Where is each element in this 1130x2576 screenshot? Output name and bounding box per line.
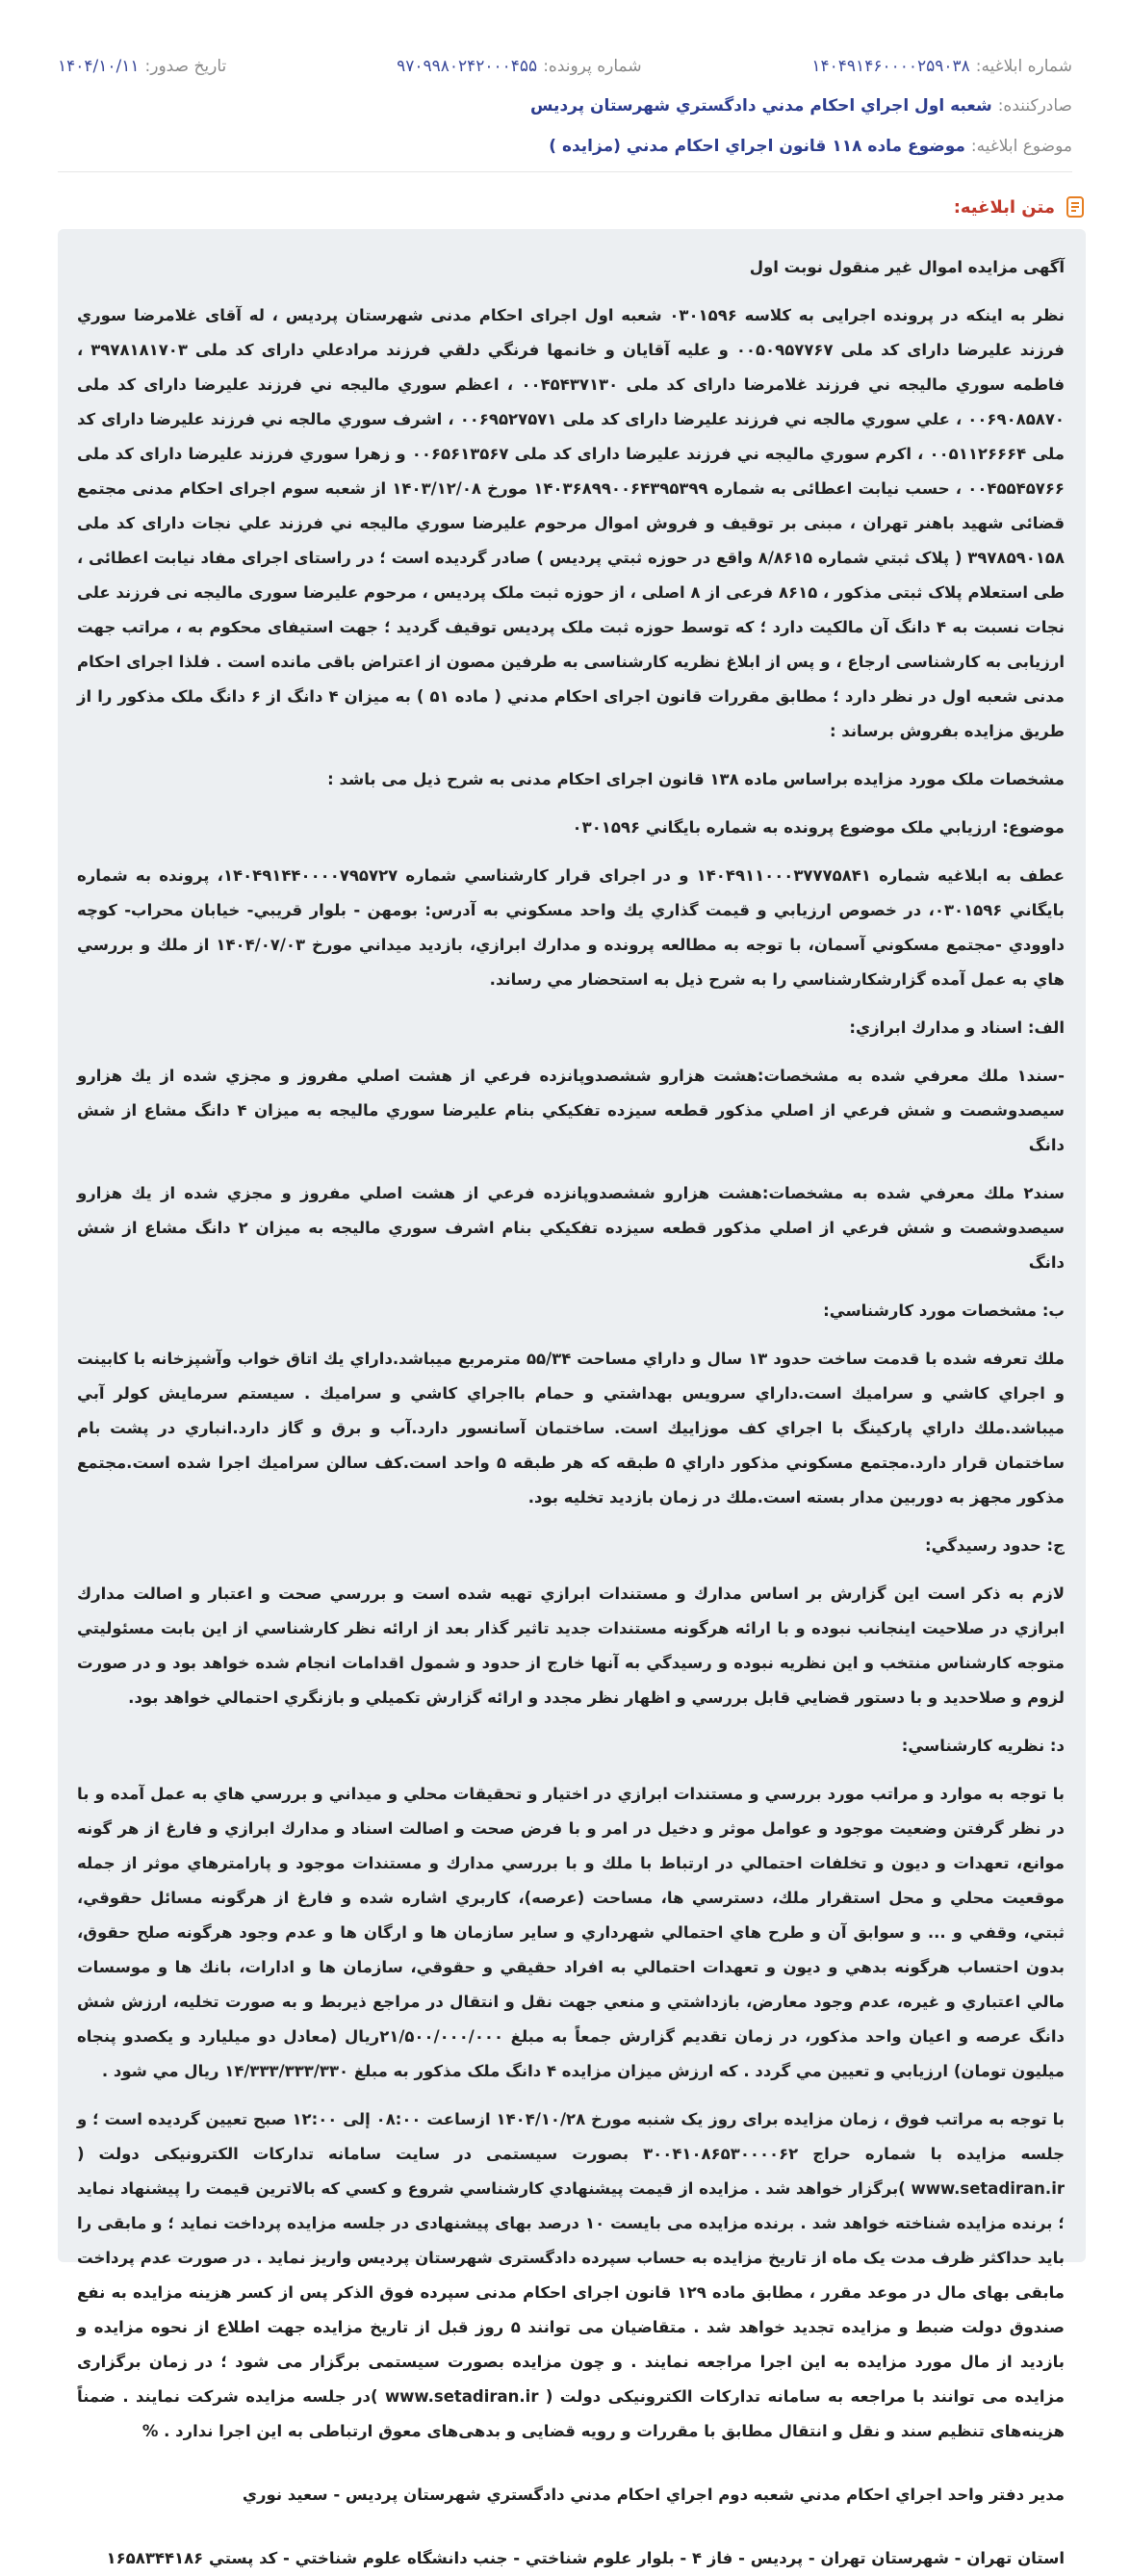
case-number-label: شماره پرونده:: [543, 57, 642, 76]
notice-header: [0, 0, 1130, 169]
case-number-value: ۹۷۰۹۹۸۰۲۴۲۰۰۰۴۵۵: [397, 57, 538, 76]
paragraph-deed-2: سند۲ ملك معرفي شده به مشخصات:هشت هزارو ششصدوپانزده فرعي از هشت اصلي مفروز و مجزي شده از يك هزارو سيصدوشصت و شش فرعي از اصلي مذكور قطعه سيزده تفكيكي بنام اشرف سوري ماليجه به ميزان ۲ دانگ مشاع از شش دانگ: [77, 1184, 1065, 1272]
heading-scope: ج: حدود رسيدگي:: [924, 1536, 1065, 1555]
paragraph-signatory: مدير دفتر واحد اجراي احكام مدني شعبه دوم اجراي احكام مدني دادگستري شهرستان پرديس - سعيد نوري: [242, 2486, 1065, 2504]
heading-documents: الف: اسناد و مدارك ابرازي:: [849, 1018, 1065, 1037]
auction-title: آگهی مزایده اموال غیر منقول نوبت اول: [749, 258, 1065, 276]
document-icon: [1063, 194, 1088, 219]
header-divider: [58, 171, 1072, 172]
subject-value: موضوع ماده ۱۱۸ قانون اجراي احكام مدني (مزايده ): [549, 137, 965, 156]
paragraph-scope: لازم به ذكر است اين گزارش بر اساس مدارك و مستندات ابرازي تهيه شده است و بررسي صحت و اعتبار و اصالت مدارك ابرازي در صلاحيت اينجانب نبوده و با ارائه هرگونه مستندات جديد تاثير گذار بعد از ارائه نظر كارشناسي از اين بابت مسئوليتي متوجه كارشناس منتخب و اين نظريه نبوده و رسيدگي به آنها خارج از حدود و شمول اقدامات انجام شده خواهد بود و در صورت لزوم و صلاحديد و با دستور قضايي قابل بررسي و اظهار نظر مجدد و ارائه گزارش تكميلي و بازنگري احتمالي خواهد بود.: [77, 1584, 1065, 1707]
paragraph-subject: موضوع: ارزيابي ملک موضوع پرونده به شماره بايگاني ۰۳۰۱۵۹۶: [572, 818, 1065, 837]
case-number: [397, 57, 641, 76]
paragraph-expert-opinion: با توجه به موارد و مراتب مورد بررسي و مستندات ابرازي در اختيار و تحقيقات محلي و ميداني و بررسي هاي به عمل آمده و با در نظر گرفتن وضعيت موجود و عوامل موثر و دخيل در امر و با فرض صحت و اصالت اسناد و مدارك ابرازي و فارغ از هر گونه موانع، تعهدات و ديون و تخلفات احتمالي در ارتباط با ملك و با بررسي مدارك و مستندات موجود و پارامترهاي موثر از جمله موقعيت محلي و محل استقرار ملك، دسترسي ها، مساحت (عرصه)، كاربري اشاره شده و فارغ از هرگونه مسائل حقوقي، ثبتي، وقفي و ... و سوابق آن و طرح هاي احتمالي شهرداري و ساير سازمان ها و ارگان ها و عدم وجود هرگونه صلح حقوق، بدون احتساب هرگونه بدهي و ديون و تعهدات احتمالي به افراد حقيقي و حقوقي، سازمان ها و ادارات، بانك ها و موسسات مالي اعتباري و غيره، عدم وجود معارض، بازداشتي و منعي جهت نقل و انتقال در مراجع ذيربط و به صورت تخليه، ارزش شش دانگ عرصه و اعيان واحد مذكور، در زمان تقديم گزارش جمعاً به مبلغ ۲۱/۵۰۰/۰۰۰/۰۰۰ريال (معادل دو ميليارد و يكصدو پنجاه ميليون تومان) ارزيابي و تعيين مي گردد . كه ارزش ميزان مزايده ۴ دانگ ملک مذکور به مبلغ ۱۴/۳۳۳/۳۳۳/۳۳۰ ريال مي شود .: [77, 1785, 1065, 2080]
notice-text-label: متن ابلاغیه:: [953, 196, 1055, 218]
paragraph-auction-terms: با توجه به مراتب فوق ، زمان مزایده برای روز یک شنبه مورخ ۱۴۰۴/۱۰/۲۸ ازساعت ۰۸:۰۰ إلى ۱۲:۰۰ صبح تعیین گردیده است ؛ و جلسه مزایده با شماره حراج ۳۰۰۴۱۰۸۶۵۳۰۰۰۰۶۲ بصورت سیستمی در سایت سامانه تدارکات الکترونیکی دولت ( www.setadiran.ir )برگزار خواهد شد . مزايده از قيمت پيشنهادي كارشناسي شروع و كسي كه بالاترين قيمت را پيشنهاد نمايد ؛ برنده مزايده شناخته خواهد شد . برنده مزایده می بایست ۱۰ درصد بهای پیشنهادی در جلسه مزايده پرداخت نماید ؛ و مابقی را بايد حداكثر ظرف مدت یک ماه از تاریخ مزایده به حساب سپرده دادگستری شهرستان پردیس واريز نمايد . در صورت عدم پرداخت مابقی بهای مال در موعد مقرر ، مطابق ماده ۱۲۹ قانون اجرای احکام مدنی سپرده فوق الذکر پس از کسر هزینه مزایده به نفع صندوق دولت ضبط و مزايده تجديد خواهد شد . متقاضیان می توانند ۵ روز قبل از تاریخ مزایده جهت اطلاع از نحوه مزایده و بازدید از مال مورد مزایده به این اجرا مراجعه نمایند . و چون مزایده بصورت سیستمی برگزار می شود ؛ در زمان برگزاری مزایده می توانند با مراجعه به سامانه تدارکات الکترونیکی دولت ( www.setadiran.ir )در جلسه مزايده شركت نمايند . ضمناً هزینه‌های تنظیم سند و نقل و انتقال مطابق با مقررات و رویه قضایی و بدهی‌های معوق ارتباطی به این اجرا ندارد . %: [77, 2110, 1066, 2440]
subject-label: موضوع ابلاغیه:: [970, 137, 1072, 156]
notice-text-heading: [954, 194, 1088, 219]
notice-number-value: ۱۴۰۴۹۱۴۶۰۰۰۰۲۵۹۰۳۸: [811, 57, 970, 76]
issuer-value: شعبه اول اجراي احکام مدني دادگستري شهرستان پرديس: [530, 96, 992, 116]
subject-row: [58, 123, 1072, 169]
issue-date-label: تاریخ صدور:: [144, 57, 227, 76]
issuer-label: صادرکننده:: [997, 96, 1072, 116]
notice-body: [58, 229, 1086, 2567]
paragraph-intro: نظر به اینکه در پرونده اجرایی به کلاسه ۰۳۰۱۵۹۶ شعبه اول اجرای احکام مدنی شهرستان پردیس ، له آقای غلامرضا سوري فرزند علیرضا دارای کد ملی ۰۰۵۰۹۵۷۷۶۷ و علیه آقایان و خانمها فرنگي دلقي فرزند مرادعلي دارای کد ملی ۳۹۷۸۱۸۱۷۰۳ ، فاطمه سوري ماليجه ني فرزند غلامرضا دارای کد ملی ۰۰۴۵۴۳۷۱۳۰ ، اعظم سوري ماليجه ني فرزند عليرضا دارای کد ملی ۰۰۶۹۰۸۵۸۷۰ ، علي سوري مالجه ني فرزند عليرضا دارای کد ملی ۰۰۶۹۵۲۷۵۷۱ ، اشرف سوري مالجه ني فرزند عليرضا دارای کد ملی ۰۰۵۱۱۲۶۶۶۴ ، اكرم سوري ماليجه ني فرزند عليرضا دارای کد ملی ۰۰۶۵۶۱۳۵۶۷ و زهرا سوري فرزند عليرضا دارای کد ملی ۰۰۴۵۵۴۵۷۶۶ ، حسب نیابت اعطائی به شماره ۱۴۰۳۶۸۹۹۰۰۶۴۳۹۵۳۹۹ مورخ ۱۴۰۳/۱۲/۰۸ از شعبه سوم اجرای احکام مدنی مجتمع قضائی شهید باهنر تهران ، مبنی بر توقیف و فروش اموال مرحوم علیرضا سوري ماليجه ني فرزند علي نجات دارای کد ملی ۳۹۷۸۵۹۰۱۵۸ ( پلاک ثبتي شماره ۸/۸۶۱۵ واقع در حوزه ثبتي پرديس ) صادر گردیده است ؛ در راستای اجرای مفاد نیابت اعطائی ، طی استعلام پلاک ثبتی مذکور ، ۸۶۱۵ فرعی از ۸ اصلی ، از حوزه ثبت ملک پردیس ، مرحوم علیرضا سوری مالیجه نی فرزند علی نجات نسبت به ۴ دانگ آن مالکیت دارد ؛ که توسط حوزه ثبت ملک پردیس توقیف گردید ؛ جهت استیفای محکوم به ، مراتب جهت ارزیابی به کارشناسی ارجاع ، و پس از ابلاغ نظریه کارشناسی به طرفین مصون از اعتراض باقی مانده است . فلذا اجرای احکام مدنی شعبه اول در نظر دارد ؛ مطابق مقررات قانون اجرای احکام مدني ( ماده ۵۱ ) به میزان ۴ دانگ از ۶ دانگ ملک مذکور را از طريق مزايده بفروش برساند :: [77, 306, 1066, 740]
paragraph-deed-1: -سند۱ ملك معرفي شده به مشخصات:هشت هزارو ششصدوپانزده فرعي از هشت اصلي مفروز و مجزي شده از يك هزارو سيصدوشصت و شش فرعي از اصلي مذكور قطعه سيزده تفكيكي بنام عليرضا سوري ماليجه به ميزان ۴ دانگ مشاع از شش دانگ: [77, 1067, 1065, 1154]
heading-expert-opinion: د: نظريه كارشناسي:: [901, 1737, 1065, 1755]
notice-number-label: شماره ابلاغیه:: [975, 57, 1072, 76]
heading-property-details: ب: مشخصات مورد كارشناسي:: [823, 1301, 1065, 1320]
paragraph-property-spec: مشخصات ملک مورد مزایده براساس ماده ۱۳۸ قانون اجرای احکام مدنی به شرح ذیل می باشد :: [327, 770, 1065, 788]
issue-date: [58, 57, 226, 76]
paragraph-address: استان تهران - شهرستان تهران - پرديس - فاز ۴ - بلوار علوم شناختي - جنب دانشگاه علوم شناختي - كد پستي ۱۶۵۸۳۴۴۱۸۶: [106, 2549, 1065, 2567]
issuer-row: [58, 83, 1072, 129]
issue-date-value: ۱۴۰۴/۱۰/۱۱: [58, 57, 140, 76]
paragraph-property-details: ملك تعرفه شده با قدمت ساخت حدود ۱۳ سال و داراي مساحت ۵۵/۳۴ مترمربع ميباشد.داراي يك اتاق خواب وآشپزخانه با كابينت و اجراي كاشي و سراميك است.داراي سرويس بهداشتي و حمام بااجراي كاشي و سراميك . سيستم سرمايش كولر آبي ميباشد.ملك داراي پاركينگ با اجراي كف موزاييك است. ساختمان آسانسور دارد.آب و برق و گاز دارد.انباري در پشت بام ساختمان قرار دارد.مجتمع مسكوني مذكور داراي ۵ طبقه كه هر طبقه ۵ واحد است.كف سالن سراميك اجرا شده است.مجتمع مذكور مجهز به دوربين مدار بسته است.ملك در زمان بازديد تخليه بود.: [77, 1350, 1065, 1507]
paragraph-reference: عطف به ابلاغيه شماره ۱۴۰۴۹۱۱۰۰۰۳۷۷۷۵۸۴۱ و در اجرای قرار كارشناسي شماره ۱۴۰۴۹۱۴۴۰۰۰۰۷۹۵۷۲۷، پرونده به شماره بايگاني ۰۳۰۱۵۹۶، در خصوص ارزيابي و قيمت گذاري يك واحد مسكوني به آدرس: بومهن - بلوار قريبي- خيابان محراب- كوچه داوودي -مجتمع مسكوني آسمان، با توجه به مطالعه پرونده و مدارك ابرازي، بازديد ميداني مورخ ۱۴۰۴/۰۷/۰۳ از ملك و بررسي هاي به عمل آمده گزارشكارشناسي را به شرح ذيل به استحضار مي رساند.: [77, 866, 1066, 989]
notice-number: [811, 57, 1072, 76]
notice-meta-row: [58, 50, 1072, 83]
